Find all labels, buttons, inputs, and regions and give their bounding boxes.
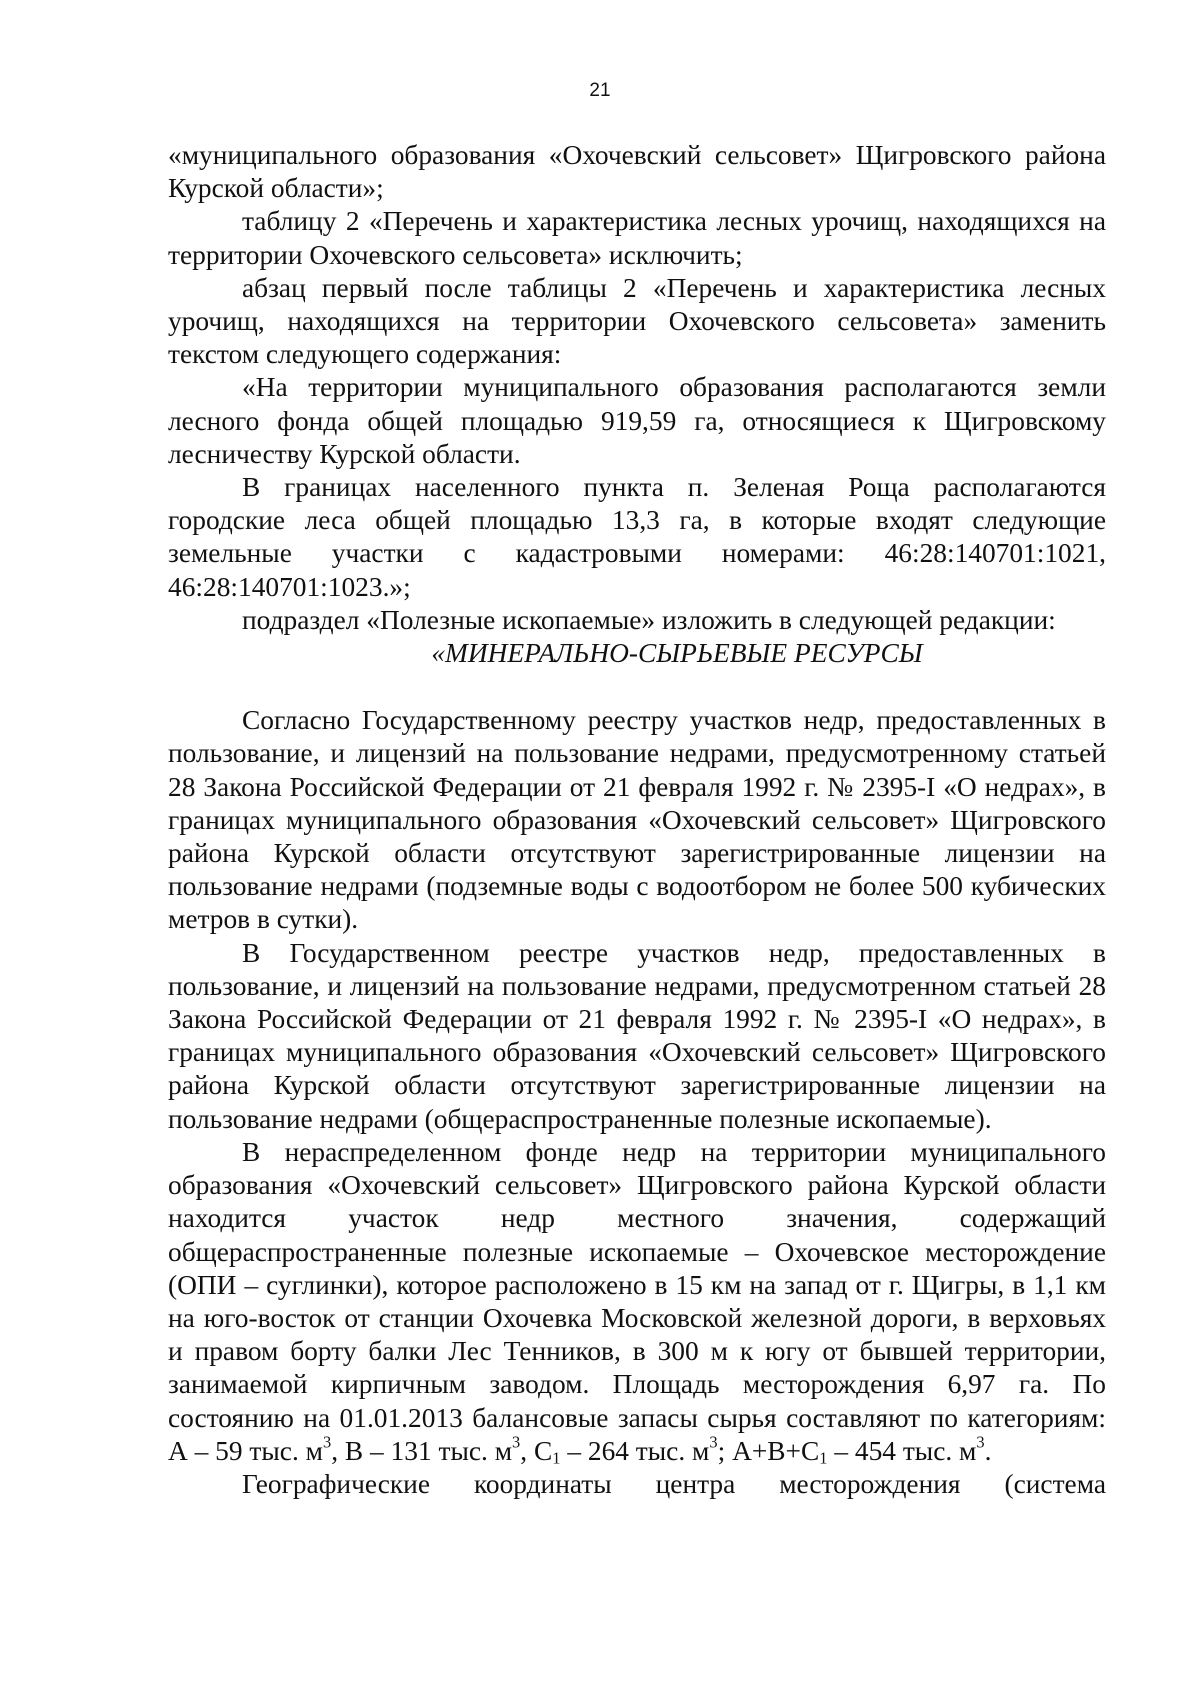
paragraph-table-exclusion: таблицу 2 «Перечень и характеристика лесных урочищ, находящихся на территории Охочевского сельсовета» исключить; [168, 206, 1106, 270]
section-heading: «МИНЕРАЛЬНО-СЫРЬЕВЫЕ РЕСУРСЫ [431, 638, 923, 669]
paragraph-registry-groundwater: Согласно Государственному реестру участков недр, предоставленных в пользование, и лицензий на пользование недрами, предусмотренному статьей 28 Закона Российской Федерации от 21 февраля 1992 г. № 2395-I «О недрах», в границах муниципального образования «Охочевский сельсовет» Щигровского района Курской области отсутствуют зарегистрированные лицензии на пользование недрами (подземные воды с водоотбором не более 500 кубических метров в сутки). [168, 705, 1106, 935]
superscript: 3 [512, 1432, 521, 1452]
paragraph-coordinates: Географические координаты центра месторождения (система [242, 1468, 1106, 1499]
paragraph-continuation: «муниципального образования «Охочевский сельсовет» Щигровского района Курской области»; [168, 140, 1106, 204]
reserve-b: В – 131 тыс. м [344, 1435, 513, 1466]
paragraph-subsection: подраздел «Полезные ископаемые» изложить в следующей редакции: [242, 604, 1056, 635]
paragraph-replacement: абзац первый после таблицы 2 «Перечень и характеристика лесных урочищ, находящихся на территории Охочевского сельсовета» заменить текстом следующего содержания: [168, 272, 1106, 370]
document-body [168, 139, 1106, 1501]
subscript: 1 [819, 1448, 828, 1467]
superscript: 3 [322, 1432, 332, 1452]
superscript: 3 [976, 1432, 985, 1452]
reserve-sum-prefix: А+В+С [732, 1435, 820, 1466]
paragraph-registry-minerals: В Государственном реестре участков недр, предоставленных в пользование, и лицензий на пользование недрами, предусмотренном статьей 28 Закона Российской Федерации от 21 февраля 1992 г. № 2395-I «О недрах», в границах муниципального образования «Охочевский сельсовет» Щигровского района Курской области отсутствуют зарегистрированные лицензии на пользование недрами (общераспространенные полезные ископаемые). [168, 937, 1106, 1134]
page-number: 21 [589, 80, 611, 101]
subscript: 1 [552, 1448, 561, 1467]
paragraph-forest-fund: «На территории муниципального образования располагаются земли лесного фонда общей площадью 919,59 га, относящиеся к Щигровскому лесничеству Курской области. [168, 372, 1106, 469]
paragraph-city-forests: В границах населенного пункта п. Зеленая Роща располагаются городские леса общей площадью 13,3 га, в которые входят следующие земельные участки с кадастровыми номерами: 46:28:140701:1021, [168, 472, 1106, 569]
reserve-a: А – 59 тыс. м [168, 1435, 323, 1466]
reserve-c1-prefix: С [533, 1435, 553, 1466]
reserve-c1: – 264 тыс. м [567, 1435, 710, 1466]
superscript: 3 [709, 1432, 718, 1452]
deposit-text: В нераспределенном фонде недр на территории муниципального образования «Охочевский сельсовет» Щигровского района Курской области находится участок недр местного значения, содержащий общераспространенные полезные ископаемые – Охочевское месторождение (ОПИ – суглинки), которое расположено в 15 км на запад от г. Щигры, в 1,1 км на юго-восток от станции Охочевка Московской железной дороги, в верховьях и правом борту балки Лес Тенников, в 300 м к югу от бывшей территории, занимаемой кирпичным заводом. Площадь месторождения 6,97 га. По состоянию на 01.01.2013 балансовые запасы сырья составляют по категориям: [168, 1136, 1106, 1433]
paragraph-deposit: В нераспределенном фонде недр на территории муниципального образования «Охочевский сельсовет» Щигровского района Курской области находится участок недр местного значения, содержащий общераспространенные полезные ископаемые – Охочевское месторождение (ОПИ – суглинки), которое расположено в 15 км на запад от г. Щигры, в 1,1 км на юго-восток от станции Охочевка Московской железной дороги, в верховьях и правом борту балки Лес Тенников, в 300 м к югу от бывшей территории, занимаемой кирпичным заводом. Площадь месторождения 6,97 га. По состоянию на 01.01.2013 балансовые запасы сырья составляют по категориям: А – 59 тыс. $м^3$, В – 131 тыс. $м^3$, $С_1 - 264$ тыс. $м^3$; $А+В+С_1 - 454$ тыс. $м^3$. [168, 1136, 1106, 1467]
paragraph-city-forests-end: 46:28:140701:1023.»; [168, 571, 411, 602]
reserve-sum: – 454 тыс. м [834, 1435, 977, 1466]
spacer [168, 670, 1106, 704]
